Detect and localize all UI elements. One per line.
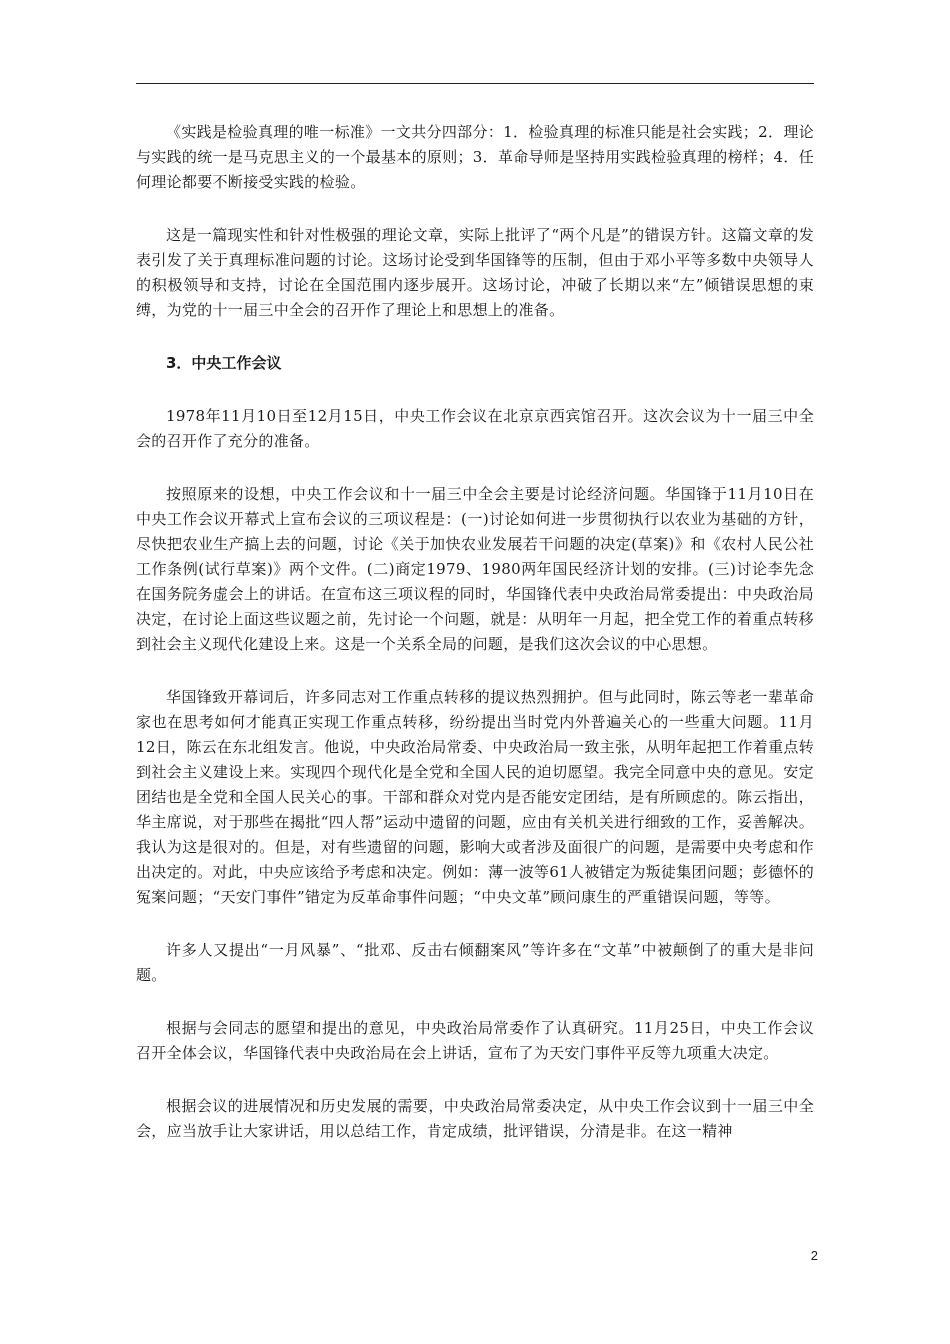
header-rule [136, 83, 814, 84]
section-heading: 3．中央工作会议 [166, 354, 282, 372]
page-number: 2 [810, 1248, 818, 1263]
paragraph-2: 这是一篇现实性和针对性极强的理论文章，实际上批评了“两个凡是”的错误方针。这篇文章的发表引发了关于真理标准问题的讨论。这场讨论受到华国锋等的压制，但由于邓小平等多数中央领导人的积极领导和支持，讨论在全国范围内逐步展开。这场讨论，冲破了长期以来“左”倾错误思想的束缚，为党的十一届三中全会的召开作了理论上和思想上的准备。 [136, 226, 814, 319]
paragraph-4: 按照原来的设想，中央工作会议和十一届三中全会主要是讨论经济问题。华国锋于11月10日在中央工作会议开幕式上宣布会议的三项议程是：(一)讨论如何进一步贯彻执行以农业为基础的方针，尽快把农业生产搞上去的问题，讨论《关于加快农业发展若干问题的决定(草案)》和《农村人民公社工作条例(试行草案)》两个文件。(二)商定1979、1980两年国民经济计划的安排。(三)讨论李先念在国务院务虚会上的讲话。在宣布这三项议程的同时，华国锋代表中央政治局常委提出：中央政治局决定，在讨论上面这些议题之前，先讨论一个问题，就是：从明年一月起，把全党工作的着重点转移到社会主义现代化建设上来。这是一个关系全局的问题，是我们这次会议的中心思想。 [136, 485, 814, 653]
document-body [136, 120, 814, 1172]
paragraph-6: 许多人又提出“一月风暴”、“批邓、反击右倾翻案风”等许多在“文革”中被颠倒了的重大是非问题。 [136, 941, 814, 984]
paragraph-3: 1978年11月10日至12月15日，中央工作会议在北京京西宾馆召开。这次会议为十一届三中全会的召开作了充分的准备。 [136, 407, 814, 450]
paragraph-7: 根据与会同志的愿望和提出的意见，中央政治局常委作了认真研究。11月25日，中央工作会议召开全体会议，华国锋代表中央政治局在会上讲话，宣布了为天安门事件平反等九项重大决定。 [136, 1019, 814, 1062]
paragraph-1: 《实践是检验真理的唯一标准》一文共分四部分：1．检验真理的标准只能是社会实践；2．理论与实践的统一是马克思主义的一个最基本的原则；3．革命导师是坚持用实践检验真理的榜样；4．任何理论都要不断接受实践的检验。 [136, 123, 814, 191]
paragraph-5: 华国锋致开幕词后，许多同志对工作重点转移的提议热烈拥护。但与此同时，陈云等老一辈革命家也在思考如何才能真正实现工作重点转移，纷纷提出当时党内外普遍关心的一些重大问题。11月12日，陈云在东北组发言。他说，中央政治局常委、中央政治局一致主张，从明年起把工作着重点转到社会主义建设上来。实现四个现代化是全党和全国人民的迫切愿望。我完全同意中央的意见。安定团结也是全党和全国人民关心的事。干部和群众对党内是否能安定团结，是有所顾虑的。陈云指出，华主席说，对于那些在揭批“四人帮”运动中遗留的问题，应由有关机关进行细致的工作，妥善解决。我认为这是很对的。但是，对有些遗留的问题，影响大或者涉及面很广的问题，是需要中央考虑和作出决定的。对此，中央应该给予考虑和决定。例如：薄一波等61人被错定为叛徒集团问题；彭德怀的冤案问题；“天安门事件”错定为反革命事件问题；“中央文革”顾问康生的严重错误问题，等等。 [136, 688, 814, 906]
paragraph-8: 根据会议的进展情况和历史发展的需要，中央政治局常委决定，从中央工作会议到十一届三中全会，应当放手让大家讲话，用以总结工作，肯定成绩，批评错误，分清是非。在这一精神 [136, 1097, 814, 1140]
